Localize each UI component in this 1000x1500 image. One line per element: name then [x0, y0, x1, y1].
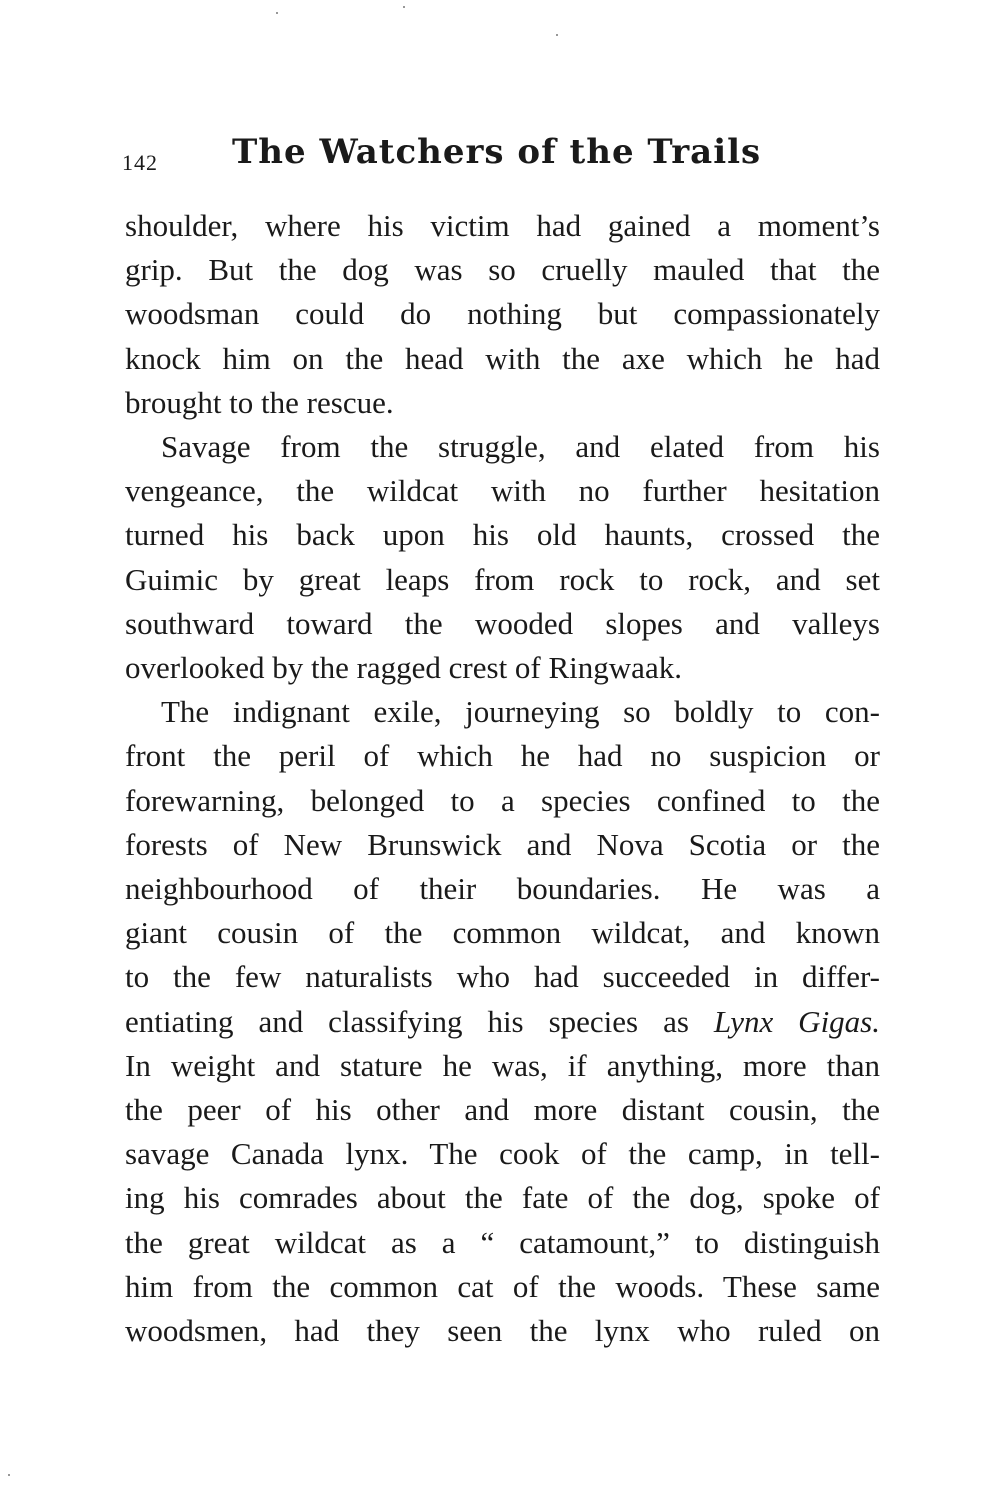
- text-line: forests of New Brunswick and Nova Scotia or the: [125, 826, 880, 862]
- text-line: grip. But the dog was so cruelly mauled that the: [125, 252, 880, 288]
- running-title: The Watchers of the Trails: [232, 132, 762, 172]
- text-line: brought to the rescue.: [125, 384, 394, 420]
- text-line: him from the common cat of the woods. These same: [125, 1268, 880, 1304]
- text-line: front the peril of which he had no suspicion or: [125, 738, 880, 774]
- paragraph-1: [125, 204, 880, 425]
- paragraph-2: [125, 425, 880, 690]
- text-line: the great wildcat as a “ catamount,” to distinguish: [125, 1224, 880, 1260]
- text-line: savage Canada lynx. The cook of the camp, in tell-: [125, 1136, 880, 1172]
- scan-speck: [276, 12, 278, 14]
- text-line: Savage from the struggle, and elated from his: [161, 429, 880, 465]
- scan-speck: [403, 6, 405, 8]
- text-segment: entiating and classifying his species as: [125, 1003, 689, 1039]
- text-line: vengeance, the wildcat with no further hesitation: [125, 473, 880, 509]
- text-line: In weight and stature he was, if anything, more than: [125, 1047, 880, 1083]
- text-line: neighbourhood of their boundaries. He was a: [125, 871, 880, 907]
- text-line: to the few naturalists who had succeeded in differ-: [125, 959, 880, 995]
- text-line: woodsman could do nothing but compassionately: [125, 296, 880, 332]
- page-number: 142: [122, 150, 158, 175]
- scan-speck: [8, 1474, 10, 1476]
- text-line: forewarning, belonged to a species confined to the: [125, 782, 880, 818]
- page-header: [122, 132, 882, 188]
- species-name: Lynx Gigas.: [713, 1003, 880, 1039]
- text-line: ing his comrades about the fate of the dog, spoke of: [125, 1180, 880, 1216]
- text-line: the peer of his other and more distant cousin, the: [125, 1092, 880, 1128]
- text-line: Guimic by great leaps from rock to rock, and set: [125, 561, 880, 597]
- paragraph-3: [125, 690, 880, 1353]
- body-text: [125, 204, 880, 1353]
- text-line-with-species: [125, 1000, 880, 1044]
- scan-speck: [556, 34, 558, 36]
- text-line: knock him on the head with the axe which he had: [125, 340, 880, 376]
- text-line: shoulder, where his victim had gained a moment’s: [125, 208, 880, 243]
- text-line: turned his back upon his old haunts, crossed the: [125, 517, 880, 553]
- text-line: woodsmen, had they seen the lynx who ruled on: [125, 1313, 880, 1349]
- text-line: giant cousin of the common wildcat, and known: [125, 915, 880, 951]
- text-line: southward toward the wooded slopes and valleys: [125, 605, 880, 641]
- text-line: overlooked by the ragged crest of Ringwaak.: [125, 650, 682, 686]
- text-line: The indignant exile, journeying so boldly to con-: [161, 694, 880, 730]
